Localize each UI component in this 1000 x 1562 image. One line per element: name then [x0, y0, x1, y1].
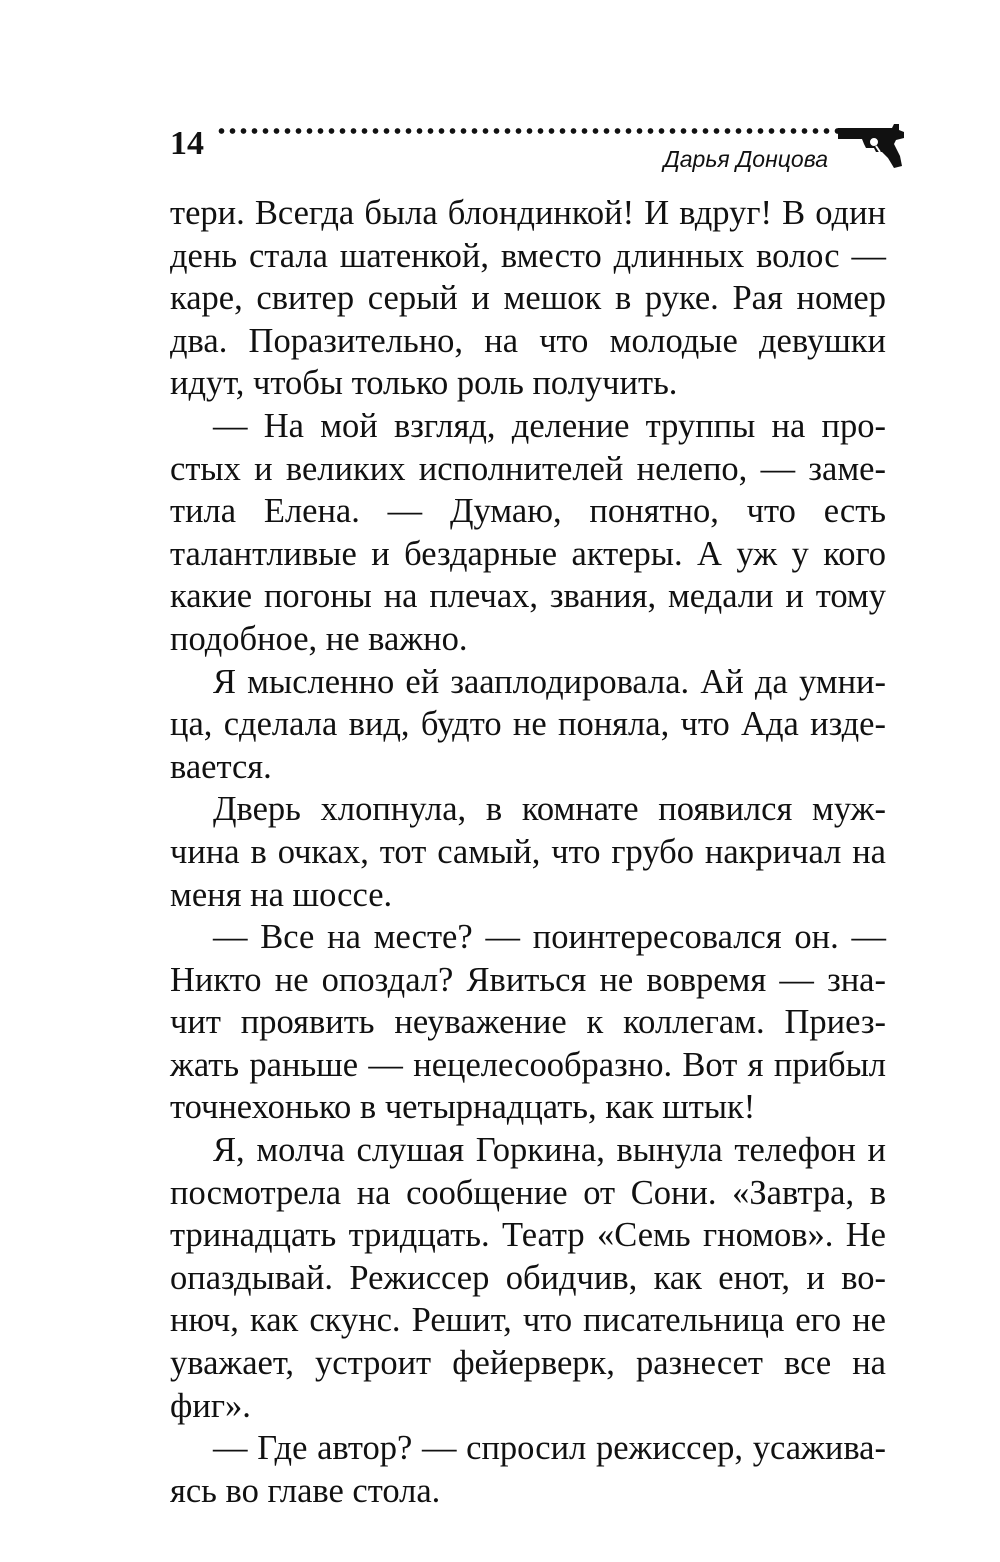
dotted-rule: [216, 127, 846, 135]
body-text: [170, 192, 886, 1512]
page-number: 14: [170, 125, 204, 162]
paragraph: — На мой взгляд, деление труппы на простых и великих исполнителей нелепо, — заметила Елена. — Думаю, понятно, что есть талантливые и бездарные актеры. А уж у кого какие погоны на плечах, звания, медали и тому подобное, не важно.: [170, 406, 886, 658]
running-header: [170, 118, 906, 198]
paragraph: Я, молча слушая Горкина, вынула телефон и посмотрела на сообщение от Сони. «Завтра, в тринадцать тридцать. Театр «Семь гномов». Не опаздывай. Режиссер обидчив, как енот, и вонюч, как скунс. Решит, что писательница его не уважает, устроит фейерверк, разнесет все на фиг».: [170, 1131, 886, 1425]
paragraph: — Все на месте? — поинтересовался он. — Никто не опоздал? Явиться не вовремя — значит проявить неуважение к коллегам. Приезжать раньше — нецелесообразно. Вот я прибыл точнехонько в четырнадцать, как штык!: [170, 918, 886, 1127]
paragraph: — Где автор? — спросил режиссер, усаживаясь во главе стола.: [170, 1429, 886, 1510]
revolver-icon: [836, 122, 906, 170]
running-author: Дарья Донцова: [663, 146, 828, 172]
paragraph: тери. Всегда была блондинкой! И вдруг! В один день стала шатенкой, вместо длинных волос — каре, свитер серый и мешок в руке. Рая номер два. Поразительно, на что молодые девушки идут, чтобы только роль получить.: [170, 194, 886, 403]
paragraph: Я мысленно ей зааплодировала. Ай да умница, сделала вид, будто не поняла, что Ада издевается.: [170, 662, 886, 786]
paragraph: Дверь хлопнула, в комнате появился мужчина в очках, тот самый, что грубо накричал на меня на шоссе.: [170, 790, 886, 914]
